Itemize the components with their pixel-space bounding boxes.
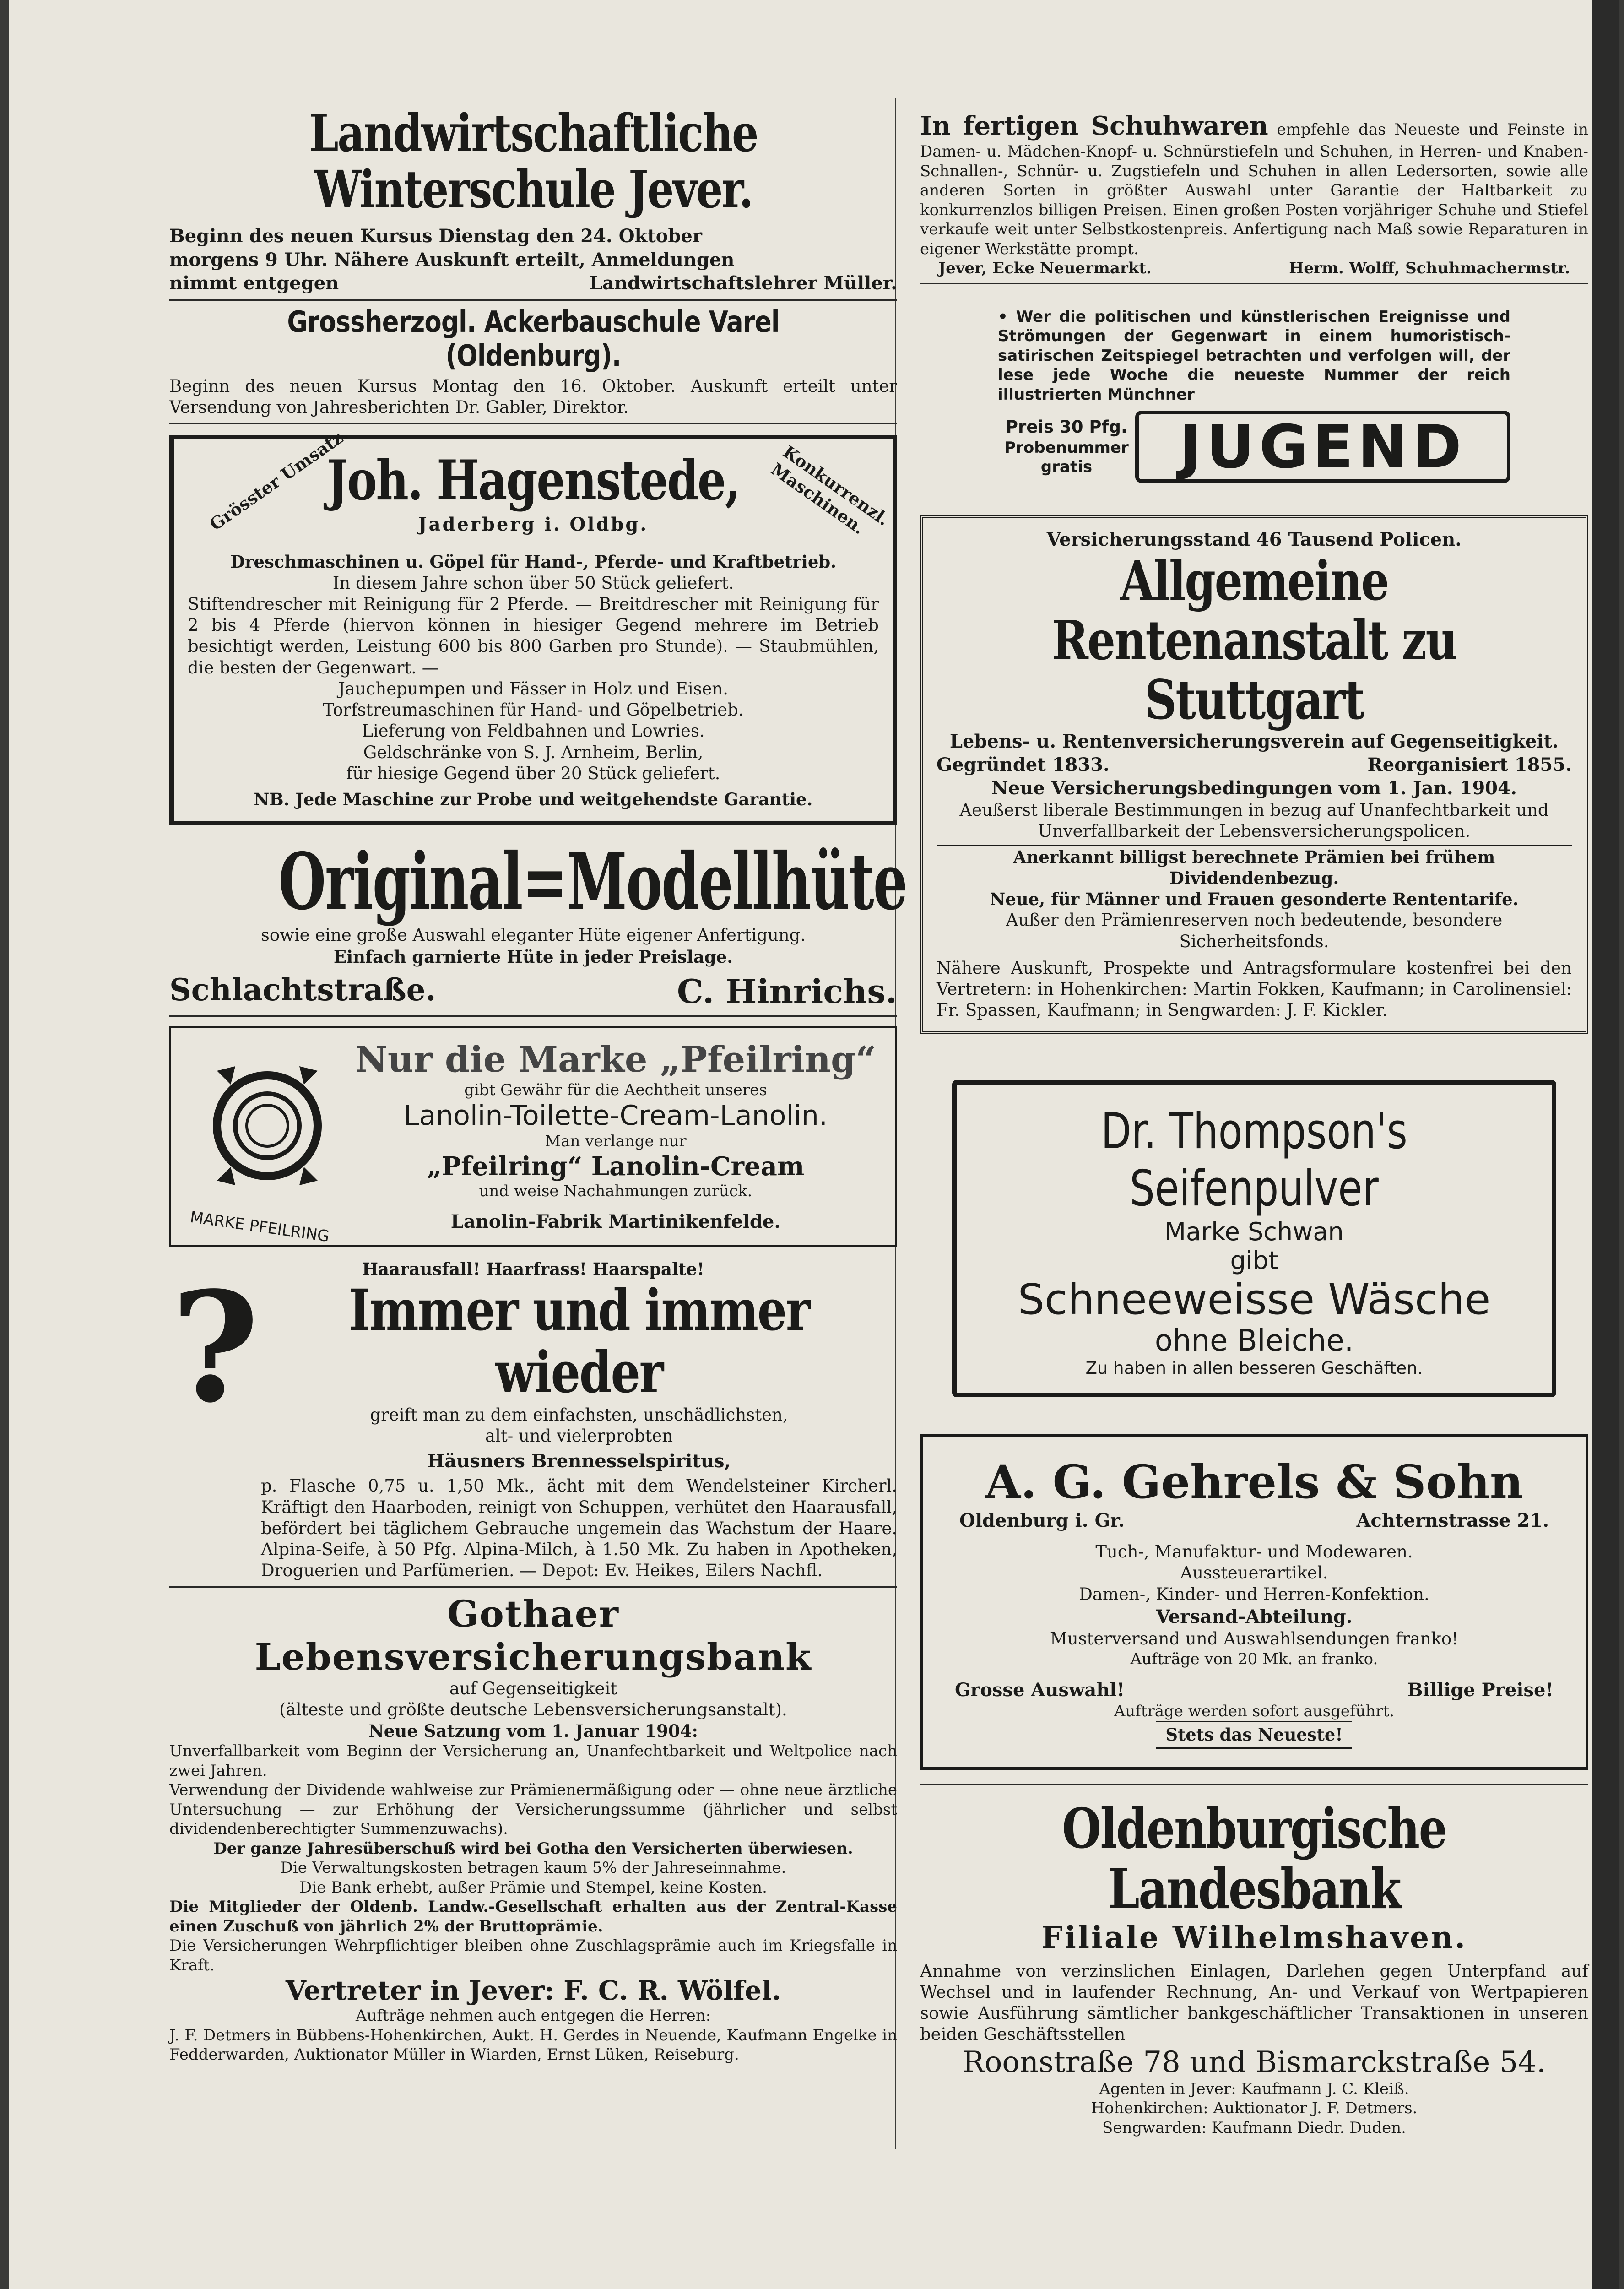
ad-line: Anerkannt billigst berechnete Prämien bei frühem Dividendenbezug.	[937, 845, 1572, 889]
ad-sub: Filiale Wilhelmshaven.	[1041, 1919, 1467, 1955]
ad-reorg: Reorganisiert 1855.	[1367, 754, 1572, 776]
ad-name: Herm. Wolff, Schuhmachermstr.	[1289, 259, 1570, 277]
ad-founded: Gegründet 1833.	[937, 754, 1110, 776]
ad-line: Neue, für Männer und Frauen gesonderte Rententarife.	[990, 889, 1519, 910]
ad-line: Außer den Prämienreserven noch bedeutende, besondere Sicherheitsfonds.	[1006, 910, 1503, 951]
ad-sample: Probenummer	[1004, 438, 1129, 457]
ad-street: Schlachtstraße.	[169, 971, 436, 1008]
ad-line: Der ganze Jahresüberschuß wird bei Gotha den Versicherten überwiesen.	[213, 1839, 853, 1858]
ad-nb: NB. Jede Maschine zur Probe und weitgehendste Garantie.	[254, 789, 813, 810]
ad-brennessel	[169, 1258, 897, 1582]
ad-title: Oldenburgische Landesbank	[1062, 1796, 1446, 1921]
ad-line: „Pfeilring“ Lanolin-Cream	[427, 1151, 805, 1182]
ad-text: Beginn des neuen Kursus Montag den 16. Oktober. Auskunft erteilt unter Versendung von Jahresberichten Dr. Gabler, Direktor.	[169, 376, 897, 418]
ad-line: Neue Satzung vom 1. Januar 1904:	[368, 1721, 698, 1741]
ad-line: Lieferung von Feldbahnen und Lowries.	[362, 721, 705, 741]
ad-line: In diesem Jahre schon über 50 Stück geliefert.	[332, 573, 734, 593]
ad-title: Landwirtschaftliche Winterschule Jever.	[309, 103, 758, 220]
ad-title: Gothaer Lebensversicherungsbank	[254, 1592, 812, 1678]
logo-text: MARKE PFEILRING	[189, 1208, 331, 1246]
ad-gehrels	[920, 1434, 1588, 1770]
ad-title: Original=Modellhüte	[278, 836, 907, 928]
jugend-logo: JUGEND	[1135, 411, 1510, 483]
ad-gothaer	[169, 1592, 897, 2065]
ad-line: Marke Schwan	[1164, 1217, 1344, 1246]
ad-line: gibt Gewähr für die Aechtheit unseres	[464, 1080, 767, 1099]
ad-winterschule	[169, 105, 897, 295]
ad-line: Verwendung der Dividende wahlweise zur Prämienermäßigung oder — ohne neue ärztliche Untersuchung — zur Erhöhung der Versicherungssumme (jährlicher und selbst dividendenberechtigter Summenzuwachs).	[169, 1781, 897, 1839]
ad-place: Jaderberg i. Oldbg.	[418, 514, 649, 536]
ad-line: Aussteuerartikel.	[1180, 1563, 1328, 1583]
ad-line: und weise Nachahmungen zurück.	[479, 1182, 752, 1200]
ad-line: Tuch-, Manufaktur- und Modewaren.	[1095, 1542, 1413, 1562]
ad-line: Beginn des neuen Kursus Dienstag den 24. Oktober	[169, 225, 702, 247]
ad-line: ohne Bleiche.	[1154, 1323, 1354, 1358]
ad-line: greift man zu dem einfachsten, unschädlichsten,	[370, 1405, 788, 1425]
ad-slogan: Billige Preise!	[1407, 1679, 1554, 1701]
left-column	[169, 92, 907, 2065]
ad-line: Aufträge werden sofort ausgeführt.	[1114, 1702, 1395, 1720]
ad-line: J. F. Detmers in Bübbens-Hohenkirchen, Aukt. H. Gerdes in Neuende, Kaufmann Engelke in Fedderwarden, Auktionator Müller in Wiarden, Ernst Lüken, Reiseburg.	[169, 2026, 897, 2064]
ad-title: Dr. Thompson's Seifenpulver	[1101, 1102, 1407, 1217]
ad-sample: gratis	[1040, 458, 1093, 477]
right-column	[920, 92, 1588, 2137]
ad-line: Einfach garnierte Hüte in jeder Preislage.	[333, 946, 733, 967]
ad-street: Achternstrasse 21.	[1356, 1509, 1549, 1531]
ad-line: Stets das Neueste!	[1156, 1721, 1352, 1748]
ad-line: Zu haben in allen besseren Geschäften.	[1085, 1358, 1423, 1378]
question-mark: ?	[171, 1258, 260, 1436]
ad-line: Die Versicherungen Wehrpflichtiger bleiben ohne Zuschlagsprämie auch im Kriegsfalle in Kraft.	[169, 1936, 897, 1974]
ad-line: Die Bank erhebt, außer Prämie und Stempel, keine Kosten.	[299, 1878, 767, 1897]
divider	[169, 1015, 897, 1017]
ad-line: Lebens- u. Rentenversicherungsverein auf Gegenseitigkeit.	[949, 730, 1559, 752]
ad-title: A. G. Gehrels & Sohn	[985, 1454, 1523, 1509]
ad-line: Geldschränke von S. J. Arnheim, Berlin,	[363, 742, 704, 762]
ad-modellhuete	[169, 836, 907, 1011]
ad-text: empfehle das Neueste und Feinste in Damen- u. Mädchen-Knopf- u. Schnürstiefeln und Schuhen, in Herren- und Knaben-Schnallen-, Schnür- u. Zugstiefeln und Schuhen in allen Ledersorten, sowie alle anderen Sorten in größter Auswahl unter Garantie der Haltbarkeit zu konkurrenzlos billigen Preisen. Einen großen Posten vorjähriger Schuhe und Stiefel verkaufe weit unter Selbstkostenpreis. Anfertigung nach Maß sowie Reparaturen in eigener Werkstätte prompt.	[920, 120, 1588, 258]
ad-line: auf Gegenseitigkeit	[449, 1678, 617, 1698]
ad-text: Annahme von verzinslichen Einlagen, Darlehen gegen Unterpfand auf Wechsel und in laufender Rechnung, An- und Verkauf von Wertpapieren sowie Ausführung sämtlicher bankgeschäftlicher Transaktionen in unseren beiden Geschäftsstellen	[920, 1961, 1588, 2045]
ad-signature: Landwirtschaftslehrer Müller.	[589, 272, 897, 294]
ad-agent: Vertreter in Jever: F. C. R. Wölfel.	[285, 1975, 781, 2007]
ad-line: morgens 9 Uhr. Nähere Auskunft erteilt, Anmeldungen	[169, 249, 735, 271]
pfeilring-ring-icon	[189, 1039, 345, 1231]
ad-line: Nähere Auskunft, Prospekte und Antragsformulare kostenfrei bei den Vertretern: in Hohenkirchen: Martin Fokken, Kaufmann; in Carolinensiel: Fr. Spassen, Kaufmann; in Sengwarden: J. F. Kickler.	[937, 958, 1572, 1020]
ad-line: Die Mitglieder der Oldenb. Landw.-Gesellschaft erhalten aus der Zentral-Kasse einen Zuschuß von jährlich 2% der Bruttoprämie.	[169, 1898, 897, 1936]
divider	[920, 1784, 1588, 1785]
ad-jugend	[998, 307, 1510, 483]
ad-line: alt- und vielerprobten	[485, 1426, 673, 1446]
ad-line: Aeußerst liberale Bestimmungen in bezug auf Unanfechtbarkeit und Unverfallbarkeit der Lebensversicherungspolicen.	[959, 800, 1549, 841]
ad-schuhwaren	[920, 110, 1588, 278]
ad-line: Damen-, Kinder- und Herren-Konfektion.	[1079, 1584, 1429, 1604]
ad-line: Jauchepumpen und Fässer in Holz und Eisen.	[338, 678, 729, 699]
ad-line: Musterversand und Auswahlsendungen franko!	[1050, 1629, 1459, 1649]
ad-ackerbauschule	[169, 305, 897, 418]
ad-line: Schneeweisse Wäsche	[1018, 1275, 1491, 1324]
left-stamp: Grösster Umsatz.	[206, 424, 352, 535]
ad-landesbank	[920, 1796, 1588, 2138]
ad-line: für hiesige Gegend über 20 Stück geliefert.	[346, 763, 720, 783]
ad-line: Neue Versicherungsbedingungen vom 1. Jan. 1904.	[991, 777, 1517, 799]
pfeilring-logo	[185, 1039, 350, 1246]
ad-line: Stiftendrescher mit Reinigung für 2 Pferde. — Breitdrescher mit Reinigung für 2 bis 4 Pferde (hiervon können in hiesiger Gegend mehrere im Betrieb besichtigt werden, Leistung 600 bis 800 Garben pro Stunde). — Staubmühlen, die besten der Gegenwart. —	[188, 594, 879, 678]
ad-hagenstede	[169, 424, 897, 825]
ad-slogan: Grosse Auswahl!	[955, 1679, 1125, 1701]
ad-line: Man verlange nur	[545, 1132, 687, 1151]
ad-title: Grossherzogl. Ackerbauschule Varel (Oldenburg).	[287, 305, 780, 373]
ad-line: Unverfallbarkeit vom Beginn der Versicherung an, Unanfechtbarkeit und Weltpolice nach zwei Jahren.	[169, 1742, 897, 1780]
ad-price: Preis 30 Pfg.	[1005, 417, 1128, 437]
ad-line: Versand-Abteilung.	[1156, 1606, 1353, 1627]
ad-pfeilring	[169, 1026, 897, 1247]
ad-line: Lanolin-Fabrik Martinikenfelde.	[450, 1211, 781, 1233]
ad-product: Häusners Brennesselspiritus,	[427, 1450, 731, 1472]
ad-line: Aufträge nehmen auch entgegen die Herren:	[355, 2007, 711, 2025]
ad-line: Lanolin-Toilette-Cream-Lanolin.	[404, 1100, 828, 1132]
ad-title: Nur die Marke „Pfeilring“	[355, 1038, 877, 1080]
ad-line: Sengwarden: Kaufmann Diedr. Duden.	[1102, 2118, 1406, 2137]
ad-line: Hohenkirchen: Auktionator J. F. Detmers.	[1091, 2099, 1418, 2118]
divider	[920, 283, 1588, 284]
ad-top: Versicherungsstand 46 Tausend Policen.	[1046, 529, 1462, 550]
ad-top: Haarausfall! Haarfrass! Haarspalte!	[362, 1258, 704, 1279]
ad-city: Oldenburg i. Gr.	[959, 1509, 1125, 1531]
ad-address: Roonstraße 78 und Bismarckstraße 54.	[962, 2045, 1546, 2079]
ad-line: Agenten in Jever: Kaufmann J. C. Kleiß.	[1099, 2079, 1409, 2098]
divider	[169, 299, 897, 301]
divider	[169, 1586, 897, 1588]
ad-line: Aufträge von 20 Mk. an franko.	[1130, 1650, 1378, 1669]
ad-line: Torfstreumaschinen für Hand- und Göpelbetrieb.	[323, 700, 744, 720]
ad-rentenanstalt	[920, 515, 1588, 1034]
ad-line: sowie eine große Auswahl eleganter Hüte eigener Anfertigung.	[260, 925, 806, 945]
ad-text: • Wer die politischen und künstlerischen Ereignisse und Strömungen der Gegenwart in einem humoristisch-satirischen Zeitspiegel betrachten und verfolgen will, der lese jede Woche die neueste Nummer der reich illustrierten Münchner	[998, 307, 1510, 404]
ad-line: gibt	[1230, 1246, 1278, 1275]
ad-place: Jever, Ecke Neuermarkt.	[938, 259, 1152, 277]
ad-line: (älteste und größte deutsche Lebensversicherungsanstalt).	[279, 1699, 787, 1719]
ad-line: Dreschmaschinen u. Göpel für Hand-, Pferde- und Kraftbetrieb.	[230, 552, 837, 572]
ad-text: p. Flasche 0,75 u. 1,50 Mk., ächt mit dem Wendelsteiner Kircherl. Kräftigt den Haarboden, reinigt von Schuppen, verhütet den Haarausfall, befördert bei täglichem Gebrauche ungemein das Wachstum der Haare. Alpina-Seife, à 50 Pfg. Alpina-Milch, à 1.50 Mk. Zu haben in Apotheken, Droguerien und Parfümerien. — Depot: Ev. Heikes, Eilers Nachfl.	[261, 1476, 897, 1581]
ad-title: Joh. Hagenstede,	[327, 448, 740, 513]
ad-title: Allgemeine Rentenanstalt zu Stuttgart	[1051, 549, 1457, 732]
ad-thompson	[952, 1080, 1556, 1397]
right-stamp: Konkurrenzl. Maschinen.	[767, 441, 893, 539]
divider	[169, 423, 897, 424]
ad-name: C. Hinrichs.	[677, 971, 897, 1011]
ad-line: Die Verwaltungskosten betragen kaum 5% der Jahreseinnahme.	[280, 1859, 786, 1877]
ad-lead: In fertigen Schuhwaren	[920, 111, 1268, 141]
ad-title: Immer und immer wieder	[349, 1277, 809, 1406]
scan-gutter	[1592, 0, 1619, 2289]
ad-line: nimmt entgegen	[169, 272, 339, 294]
